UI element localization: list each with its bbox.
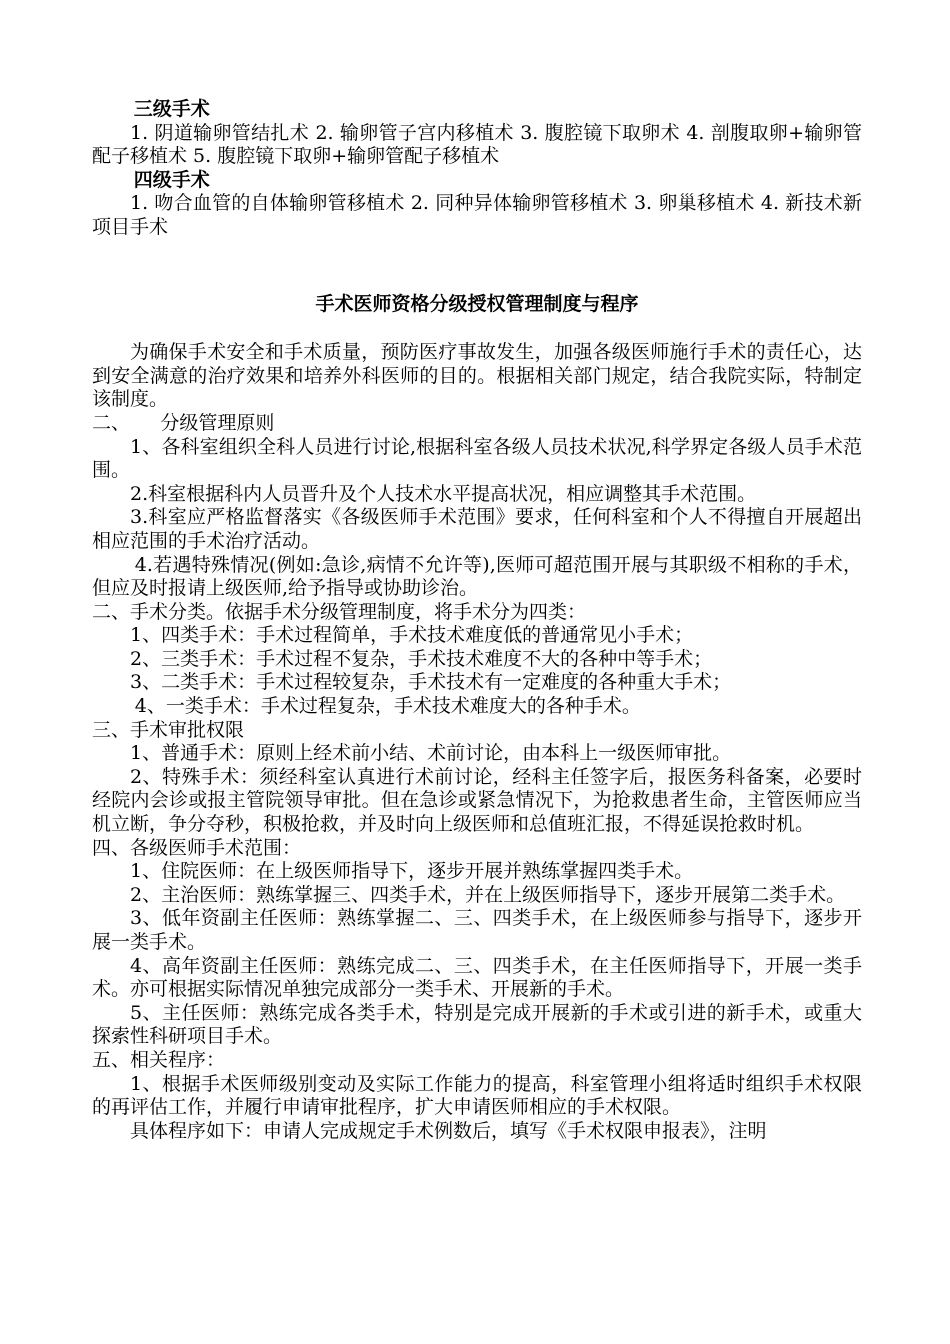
section1-heading [92,412,862,436]
document-title: 手术医师资格分级授权管理制度与程序 [315,292,639,315]
level3-heading: 三级手术 [133,98,210,120]
section4-heading: 四、各级医师手术范围： [92,836,302,859]
section4-item: 2、主治医师：熟练掌握三、四类手术，并在上级医师指导下，逐步开展第二类手术。 [130,883,846,906]
section2-item: 1、四类手术：手术过程简单，手术技术难度低的普通常见小手术； [130,624,694,647]
section1-item: 3.科室应严格监督落实《各级医师手术范围》要求，任何科室和个人不得擅自开展超出相应范围的手术治疗活动。 [92,506,862,552]
section4-item: 3、低年资副主任医师：熟练掌握二、三、四类手术，在上级医师参与指导下，逐步开展一类手术。 [92,907,862,953]
level4-list: 1. 吻合血管的自体输卵管移植术 2. 同种异体输卵管移植术 3. 卵巢移植术 4. 新技术新项目手术 [92,192,862,238]
section1-number: 二、 [92,411,131,434]
section5-item: 具体程序如下：申请人完成规定手术例数后，填写《手术权限申报表》，注明 [130,1119,767,1142]
section1-title: 分级管理原则 [160,411,275,434]
section3-item: 1、普通手术：原则上经术前小结、术前讨论，由本科上一级医师审批。 [130,742,732,765]
section5-heading: 五、相关程序： [92,1048,226,1071]
intro-paragraph: 为确保手术安全和手术质量，预防医疗事故发生，加强各级医师施行手术的责任心，达到安全满意的治疗效果和培养外科医师的目的。根据相关部门规定，结合我院实际，特制定该制度。 [92,341,862,411]
section1-item: 1、各科室组织全科人员进行讨论,根据科室各级人员技术状况,科学界定各级人员手术范围。 [92,435,862,482]
section4-item: 5、主任医师：熟练完成各类手术，特别是完成开展新的手术或引进的新手术，或重大探索性科研项目手术。 [92,1001,862,1048]
section1-item: 4.若遇特殊情况(例如:急诊,病情不允许等),医师可超范围开展与其职级不相称的手术，但应及时报请上级医师,给予指导或协助诊治。 [92,553,862,600]
section1-item: 2.科室根据科内人员晋升及个人技术水平提高状况，相应调整其手术范围。 [130,482,757,505]
section5-item: 1、根据手术医师级别变动及实际工作能力的提高，科室管理小组将适时组织手术权限的再评估工作，并履行申请审批程序，扩大申请医师相应的手术权限。 [92,1072,862,1119]
level4-heading: 四级手术 [133,168,210,191]
section4-item: 1、住院医师：在上级医师指导下，逐步开展并熟练掌握四类手术。 [130,860,694,883]
section2-item: 4、一类手术：手术过程复杂，手术技术难度大的各种手术。 [134,695,641,718]
section2-item: 3、二类手术：手术过程较复杂，手术技术有一定难度的各种重大手术； [130,671,732,694]
section3-item: 2、特殊手术：须经科室认真进行术前讨论，经科主任签字后，报医务科备案，必要时经院内会诊或报主管院领导审批。但在急诊或紧急情况下，为抢救患者生命，主管医师应当机立断，争分夺秒，积极抢救，并及时向上级医师和总值班汇报，不得延误抢救时机。 [92,765,862,836]
section3-heading: 三、手术审批权限 [92,718,245,741]
section2-heading: 二、手术分类。依据手术分级管理制度，将手术分为四类： [92,600,587,623]
section2-item: 2、三类手术：手术过程不复杂，手术技术难度不大的各种中等手术； [130,647,713,670]
section4-item: 4、高年资副主任医师：熟练完成二、三、四类手术，在主任医师指导下，开展一类手术。亦可根据实际情况单独完成部分一类手术、开展新的手术。 [92,954,862,1001]
level3-list: 1. 阴道输卵管结扎术 2. 输卵管子宫内移植术 3. 腹腔镜下取卵术 4. 剖腹取卵+输卵管配子移植术 5. 腹腔镜下取卵+输卵管配子移植术 [92,121,862,168]
document-page [92,98,862,1143]
